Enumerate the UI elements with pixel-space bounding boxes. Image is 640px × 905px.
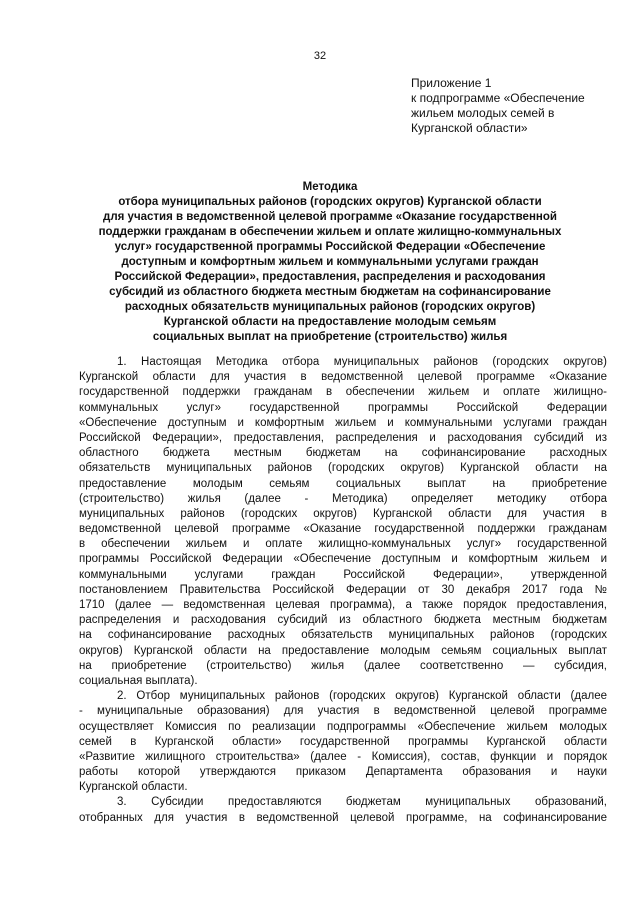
body-line: Курганской области для участия в ведомственной целевой программе «Оказание xyxy=(79,371,607,384)
body-line: «Развитие жилищного строительства» (далее - Комиссия), состав, функции и порядок xyxy=(79,750,607,763)
title-line: доступным и комфортным жильем и коммунальными услугами граждан xyxy=(121,256,539,268)
body-line: распределения и расходования субсидий из областного бюджета местным бюджетам xyxy=(79,614,607,627)
appendix-line: к подпрограмме «Обеспечение xyxy=(411,91,585,105)
title-line: поддержки гражданам в обеспечении жильем и оплате жилищно-коммунальных xyxy=(98,226,562,238)
appendix-line: жильем молодых семей в xyxy=(411,106,555,120)
appendix-note xyxy=(411,76,611,136)
body-line: ведомственной целевой программе «Оказание государственной поддержки гражданам xyxy=(79,523,607,536)
body-line: коммунальными услугами граждан Российской Федерации», утвержденной xyxy=(79,568,607,581)
body-line: 1. Настоящая Методика отбора муниципальных районов (городских округов) xyxy=(117,356,607,368)
body-line: коммунальных услуг» государственной программы Российской Федерации xyxy=(79,401,607,414)
body-line: муниципальных районов (городских округов) Курганской области для участия в xyxy=(79,507,607,520)
body-line: округов) Курганской области на предоставление молодым семьям социальных выплат xyxy=(79,644,607,657)
body-line: семей в Курганской области» государственной программы Курганской области xyxy=(79,735,607,748)
body-line: областного бюджета местным бюджетам на софинансирование расходных xyxy=(79,447,607,460)
body-line: предоставление молодым семьям социальных выплат на приобретение xyxy=(79,477,607,490)
title-line: услуг» государственной программы Российской Федерации «Обеспечение xyxy=(114,241,546,253)
title-line: отбора муниципальных районов (городских округов) Курганской области xyxy=(118,196,542,208)
title-heading: Методика xyxy=(302,181,358,193)
title-line: Российской Федерации», предоставления, распределения и расходования xyxy=(114,271,546,283)
body-line: работы которой утверждаются приказом Департамента образования и науки xyxy=(79,766,607,779)
body-line: (строительство) жилья (далее - Методика) определяет методику отбора xyxy=(79,492,607,505)
document-title xyxy=(60,180,600,345)
body-line: постановлением Правительства Российской Федерации от 30 декабря 2017 года № xyxy=(79,583,607,596)
appendix-line: Приложение 1 xyxy=(411,76,492,90)
body-text xyxy=(79,355,607,826)
body-line: на софинансирование расходных обязательств муниципальных районов (городских xyxy=(79,629,607,642)
body-line: социальная выплата). xyxy=(79,674,198,687)
body-line: на приобретение (строительство) жилья (далее соответственно — субсидия, xyxy=(79,659,607,672)
body-line: в обеспечении жильем и оплате жилищно-коммунальных услуг» государственной xyxy=(79,538,607,551)
page-number: 32 xyxy=(313,50,327,62)
body-line: Курганской области. xyxy=(79,781,188,794)
body-line: 1710 (далее — ведомственная целевая программа), а также порядок предоставления, xyxy=(79,599,607,611)
body-line: программы Российской Федерации «Обеспечение доступным и комфортным жильем и xyxy=(79,553,607,566)
title-line: социальных выплат на приобретение (строительство) жилья xyxy=(152,331,508,343)
body-line: обязательств муниципальных районов (городских округов) Курганской области на xyxy=(79,462,607,475)
title-line: для участия в ведомственной целевой программе «Оказание государственной xyxy=(103,211,557,223)
body-line: государственной поддержки гражданам в обеспечении жильем и оплате жилищно- xyxy=(79,386,607,399)
appendix-line: Курганской области» xyxy=(411,121,528,135)
body-line: - муниципальные образования) для участия в ведомственной целевой программе xyxy=(79,705,607,718)
body-line: отобранных для участия в ведомственной целевой программе, на софинансирование xyxy=(79,811,607,824)
body-line: «Обеспечение доступным и комфортным жильем и коммунальными услугами граждан xyxy=(79,416,607,429)
title-line: расходных обязательств муниципальных районов (городских округов) xyxy=(124,301,536,313)
body-line: осуществляет Комиссия по реализации подпрограммы «Обеспечение жильем молодых xyxy=(79,720,607,733)
title-line: Курганской области на предоставление молодым семьям xyxy=(163,316,497,328)
body-line: 3. Субсидии предоставляются бюджетам муниципальных образований, xyxy=(117,796,607,809)
body-line: 2. Отбор муниципальных районов (городских округов) Курганской области (далее xyxy=(117,690,607,703)
body-line: Российской Федерации», предоставления, распределения и расходования субсидий из xyxy=(79,431,607,444)
title-line: субсидий из областного бюджета местным бюджетам на софинансирование xyxy=(109,286,551,298)
